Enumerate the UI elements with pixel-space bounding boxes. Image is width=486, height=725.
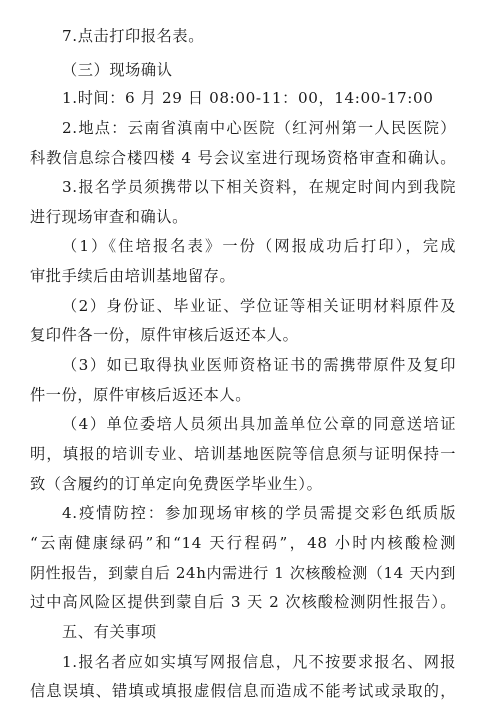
text-line-epidemic-control-cont-2: 阴性报告，到蒙自后 24h内需进行 1 次核酸检测（14 天内到 bbox=[30, 564, 456, 582]
text-line-item-3-cont: 件一份，原件审核后返还本人。 bbox=[30, 386, 252, 404]
text-line-location: 2.地点：云南省滇南中心医院（红河州第一人民医院） bbox=[62, 119, 456, 137]
text-line-item-1-cont: 审批手续后由培训基地留存。 bbox=[30, 267, 236, 285]
text-line-item-4-cont: 明，填报的培训专业、培训基地医院等信息须与证明保持一 bbox=[30, 445, 456, 463]
text-line-item-2-cont: 复印件各一份，原件审核后返还本人。 bbox=[30, 326, 299, 344]
text-line-step-7: 7.点击打印报名表。 bbox=[62, 27, 204, 45]
text-line-epidemic-control-end: 过中高风险区提供到蒙自后 3 天 2 次核酸检测阴性报告）。 bbox=[30, 593, 456, 611]
text-line-epidemic-control: 4.疫情防控：参加现场审核的学员需提交彩色纸质版 bbox=[62, 504, 456, 522]
text-line-item-4-end: 致（含履约的订单定向免费医学毕业生）。 bbox=[30, 475, 323, 493]
section-heading-onsite-confirmation: （三）现场确认 bbox=[62, 61, 173, 79]
text-line-materials-cont: 进行现场审查和确认。 bbox=[30, 208, 188, 226]
text-line-location-cont: 科教信息综合楼四楼 4 号会议室进行现场资格审查和确认。 bbox=[30, 149, 456, 167]
text-line-item-1: （1）《住培报名表》一份（网报成功后打印），完成 bbox=[62, 237, 456, 255]
text-line-item-2: （2）身份证、毕业证、学位证等相关证明材料原件及 bbox=[62, 297, 456, 315]
text-line-time: 1.时间：6 月 29 日 08:00-11：00，14:00-17:00 bbox=[62, 89, 434, 107]
text-line-matter-1-cont: 信息误填、错填或填报虚假信息而造成不能考试或录取的， bbox=[30, 682, 456, 700]
text-line-item-4: （4）单位委培人员须出具加盖单位公章的同意送培证 bbox=[62, 415, 456, 433]
text-line-item-3: （3）如已取得执业医师资格证书的需携带原件及复印 bbox=[62, 356, 456, 374]
text-line-epidemic-control-cont: “云南健康绿码”和“14 天行程码”，48 小时内核酸检测 bbox=[30, 534, 456, 552]
text-line-materials: 3.报名学员须携带以下相关资料，在规定时间内到我院 bbox=[62, 178, 456, 196]
text-line-matter-1: 1.报名者应如实填写网报信息，凡不按要求报名、网报 bbox=[62, 653, 456, 671]
section-heading-related-matters: 五、有关事项 bbox=[62, 623, 157, 641]
